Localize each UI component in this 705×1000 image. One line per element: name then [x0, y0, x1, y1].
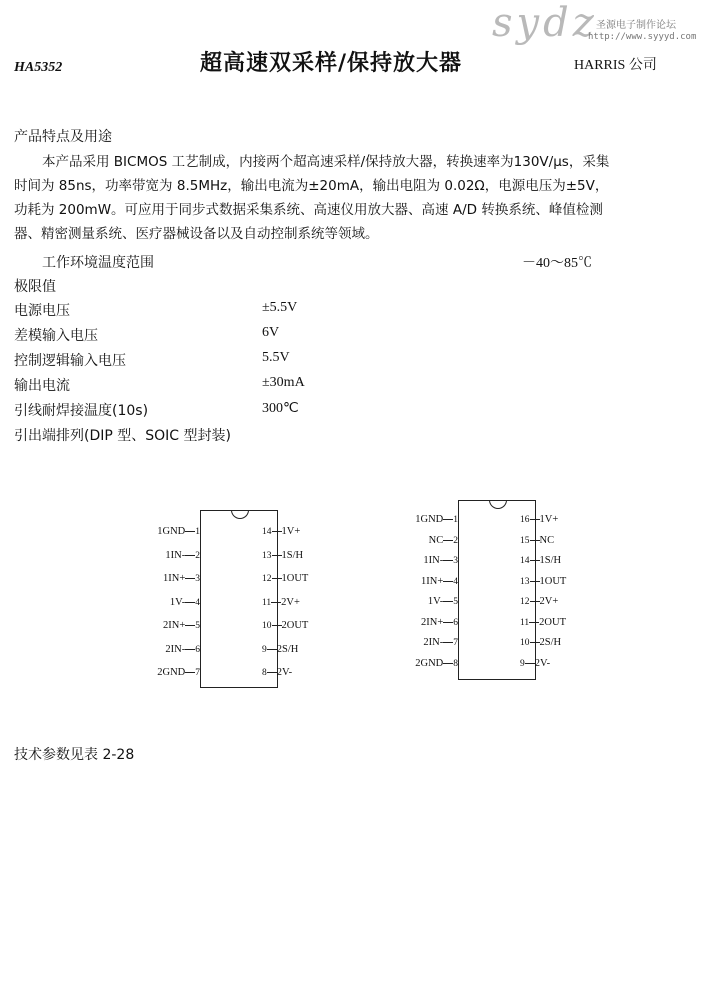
pin-number: 7: [195, 668, 200, 678]
pin-left-5: [163, 620, 200, 632]
pin-name: 2IN-: [423, 637, 444, 648]
pin-number: 4: [195, 597, 200, 608]
pin-name: 1V+: [539, 514, 559, 525]
pin-number: 9: [262, 644, 267, 655]
pin-right-13: [520, 576, 566, 588]
pin-right-13: [262, 550, 303, 562]
pin-number: 12: [262, 574, 272, 584]
pin-left-3: [423, 555, 458, 567]
pin-name: 2V+: [539, 596, 559, 607]
pin-number: 5: [453, 597, 458, 607]
temp-range-value: －40～85℃: [522, 256, 592, 271]
pin-name: 1IN-: [165, 549, 186, 561]
pin-lead: [185, 649, 195, 650]
pin-number: 11: [520, 617, 530, 628]
pin-name: 2S/H: [539, 637, 562, 648]
watermark-url: http://www.syyyd.com: [588, 32, 697, 42]
pin-name: 2IN-: [165, 643, 186, 655]
pin-number: 9: [520, 658, 525, 669]
pin-left-4: [421, 576, 458, 588]
pin-left-7: [423, 637, 458, 649]
pin-name: 1S/H: [281, 549, 304, 561]
pin-right-12: [262, 573, 308, 585]
pin-number: 10: [520, 638, 530, 648]
pin-name: 2IN+: [162, 620, 186, 631]
pin-lead: [267, 672, 277, 673]
pin-lead: [271, 602, 281, 603]
limit-value: ±30mA: [262, 375, 305, 390]
pin-lead: [530, 581, 540, 582]
pin-name: 2S/H: [276, 643, 299, 655]
pin-number: 7: [453, 638, 458, 648]
limit-value: 5.5V: [262, 350, 290, 365]
pin-name: 1IN+: [162, 573, 186, 584]
pinout-heading: 引出端排列(DIP 型、SOIC 型封装): [14, 428, 231, 444]
footer-note: 技术参数见表 2-28: [14, 747, 135, 763]
pin-right-14: [520, 555, 561, 567]
pin-right-14: [262, 526, 300, 538]
pin-right-10: [262, 620, 308, 632]
features-paragraph: 本产品采用 BICMOS 工艺制成，内接两个超高速采样/保持放大器，转换速率为130V/μs，采集时间为 85ns，功率带宽为 8.5MHz，输出电流为±20mA，输出电阻为 0.02Ω，电源电压为±5V，功耗为 200mW。可应用于同步式数据采集系统、高速仪用放大器、高速 A/D 转换系统、峰值检测器、精密测量系统、医疗器械设备以及自动控制系统等领域。: [14, 154, 610, 242]
watermark-site-name: 圣源电子制作论坛: [596, 20, 676, 31]
pin-number: 3: [453, 556, 458, 566]
pin-right-9: [520, 658, 550, 670]
pin-number: 15: [520, 535, 530, 546]
pin-lead: [185, 602, 195, 603]
pin-name: 1S/H: [539, 555, 562, 566]
pin-name: 2GND: [415, 657, 444, 669]
page-title: 超高速双采样/保持放大器: [200, 51, 463, 76]
pin-name: NC: [428, 534, 444, 546]
pin-name: 1V-: [169, 596, 186, 608]
dip14-pinout-diagram: [140, 510, 340, 690]
pin-left-5: [428, 596, 458, 608]
pin-right-16: [520, 514, 558, 526]
pin-name: 1V-: [427, 596, 444, 607]
pin-lead: [530, 540, 540, 541]
pin-lead: [443, 622, 453, 623]
pin-lead: [443, 581, 453, 582]
pin-left-1: [157, 526, 200, 538]
pin-number: 10: [262, 621, 272, 631]
pin-name: 1V+: [281, 526, 301, 537]
pin-number: 1: [453, 515, 458, 525]
model-number: HA5352: [14, 60, 63, 75]
chip-notch: [231, 510, 249, 519]
pin-left-2: [429, 535, 458, 547]
pin-number: 5: [195, 621, 200, 631]
pin-right-9: [262, 644, 298, 656]
pin-lead: [443, 560, 453, 561]
pin-left-3: [163, 573, 200, 585]
pin-lead: [272, 555, 282, 556]
pin-name: 2OUT: [281, 620, 309, 631]
pin-name: 2V+: [281, 596, 300, 608]
pin-right-11: [520, 617, 566, 629]
limit-value: ±5.5V: [262, 300, 298, 315]
pin-left-4: [170, 597, 200, 609]
pin-lead: [267, 649, 277, 650]
pin-name: 1OUT: [281, 573, 309, 584]
pin-number: 3: [195, 574, 200, 584]
pin-number: 8: [262, 668, 267, 678]
pin-name: 1GND: [415, 514, 444, 525]
pin-number: 14: [262, 527, 272, 537]
pin-number: 11: [262, 597, 272, 608]
pin-right-15: [520, 535, 554, 547]
soic16-pinout-diagram: [402, 500, 602, 682]
pin-right-10: [520, 637, 561, 649]
pin-lead: [443, 642, 453, 643]
limit-label: 差模输入电压: [14, 328, 98, 344]
pin-lead: [185, 531, 195, 532]
pin-name: 1IN+: [420, 575, 444, 587]
chip-notch: [489, 500, 507, 509]
limit-label: 引线耐焊接温度(10s): [14, 403, 149, 419]
pin-lead: [530, 601, 540, 602]
pin-left-1: [415, 514, 458, 526]
pin-number: 16: [520, 515, 530, 525]
pin-number: 1: [195, 527, 200, 537]
pin-lead: [272, 578, 282, 579]
pin-number: 4: [453, 576, 458, 587]
watermark-logo: sydz: [492, 0, 598, 46]
pin-lead: [443, 663, 453, 664]
pin-name: 2V-: [534, 657, 551, 669]
pin-name: 1IN-: [423, 555, 444, 566]
pin-number: 13: [520, 576, 530, 587]
pin-lead: [185, 555, 195, 556]
limit-value: 300℃: [262, 401, 299, 416]
pin-left-7: [157, 667, 200, 679]
pin-right-11: [262, 597, 300, 609]
pin-lead: [529, 622, 539, 623]
temp-range-label: 工作环境温度范围: [42, 255, 154, 271]
pin-name: NC: [539, 534, 555, 546]
pin-name: 2IN+: [420, 616, 444, 628]
pin-number: 2: [195, 550, 200, 561]
pin-left-6: [165, 644, 200, 656]
pin-name: 2V-: [276, 667, 293, 678]
pin-right-12: [520, 596, 558, 608]
limits-heading: 极限值: [14, 279, 56, 295]
manufacturer: HARRIS 公司: [574, 58, 657, 73]
features-heading: 产品特点及用途: [14, 129, 112, 145]
pin-lead: [443, 540, 453, 541]
pin-number: 6: [195, 644, 200, 655]
limit-value: 6V: [262, 325, 280, 340]
pin-name: 1OUT: [539, 575, 567, 587]
pin-number: 2: [453, 535, 458, 546]
pin-number: 6: [453, 617, 458, 628]
pin-lead: [185, 625, 195, 626]
chip-body: [458, 500, 536, 680]
pin-lead: [272, 531, 282, 532]
pin-lead: [530, 519, 540, 520]
pin-number: 14: [520, 556, 530, 566]
limit-label: 输出电流: [14, 378, 70, 394]
limit-label: 电源电压: [14, 303, 70, 319]
pin-left-2: [165, 550, 200, 562]
watermark: [484, 2, 704, 50]
pin-name: 2GND: [157, 667, 186, 678]
pin-number: 12: [520, 597, 530, 607]
limit-label: 控制逻辑输入电压: [14, 353, 126, 369]
pin-number: 8: [453, 658, 458, 669]
pin-left-8: [415, 658, 458, 670]
pin-lead: [525, 663, 535, 664]
pin-left-6: [421, 617, 458, 629]
pin-lead: [443, 519, 453, 520]
pin-number: 13: [262, 550, 272, 561]
pin-lead: [185, 578, 195, 579]
pin-lead: [185, 672, 195, 673]
pin-lead: [530, 560, 540, 561]
pin-lead: [272, 625, 282, 626]
pin-lead: [443, 601, 453, 602]
pin-lead: [530, 642, 540, 643]
pin-name: 2OUT: [539, 616, 566, 628]
pin-name: 1GND: [157, 526, 186, 537]
pin-right-8: [262, 667, 292, 679]
